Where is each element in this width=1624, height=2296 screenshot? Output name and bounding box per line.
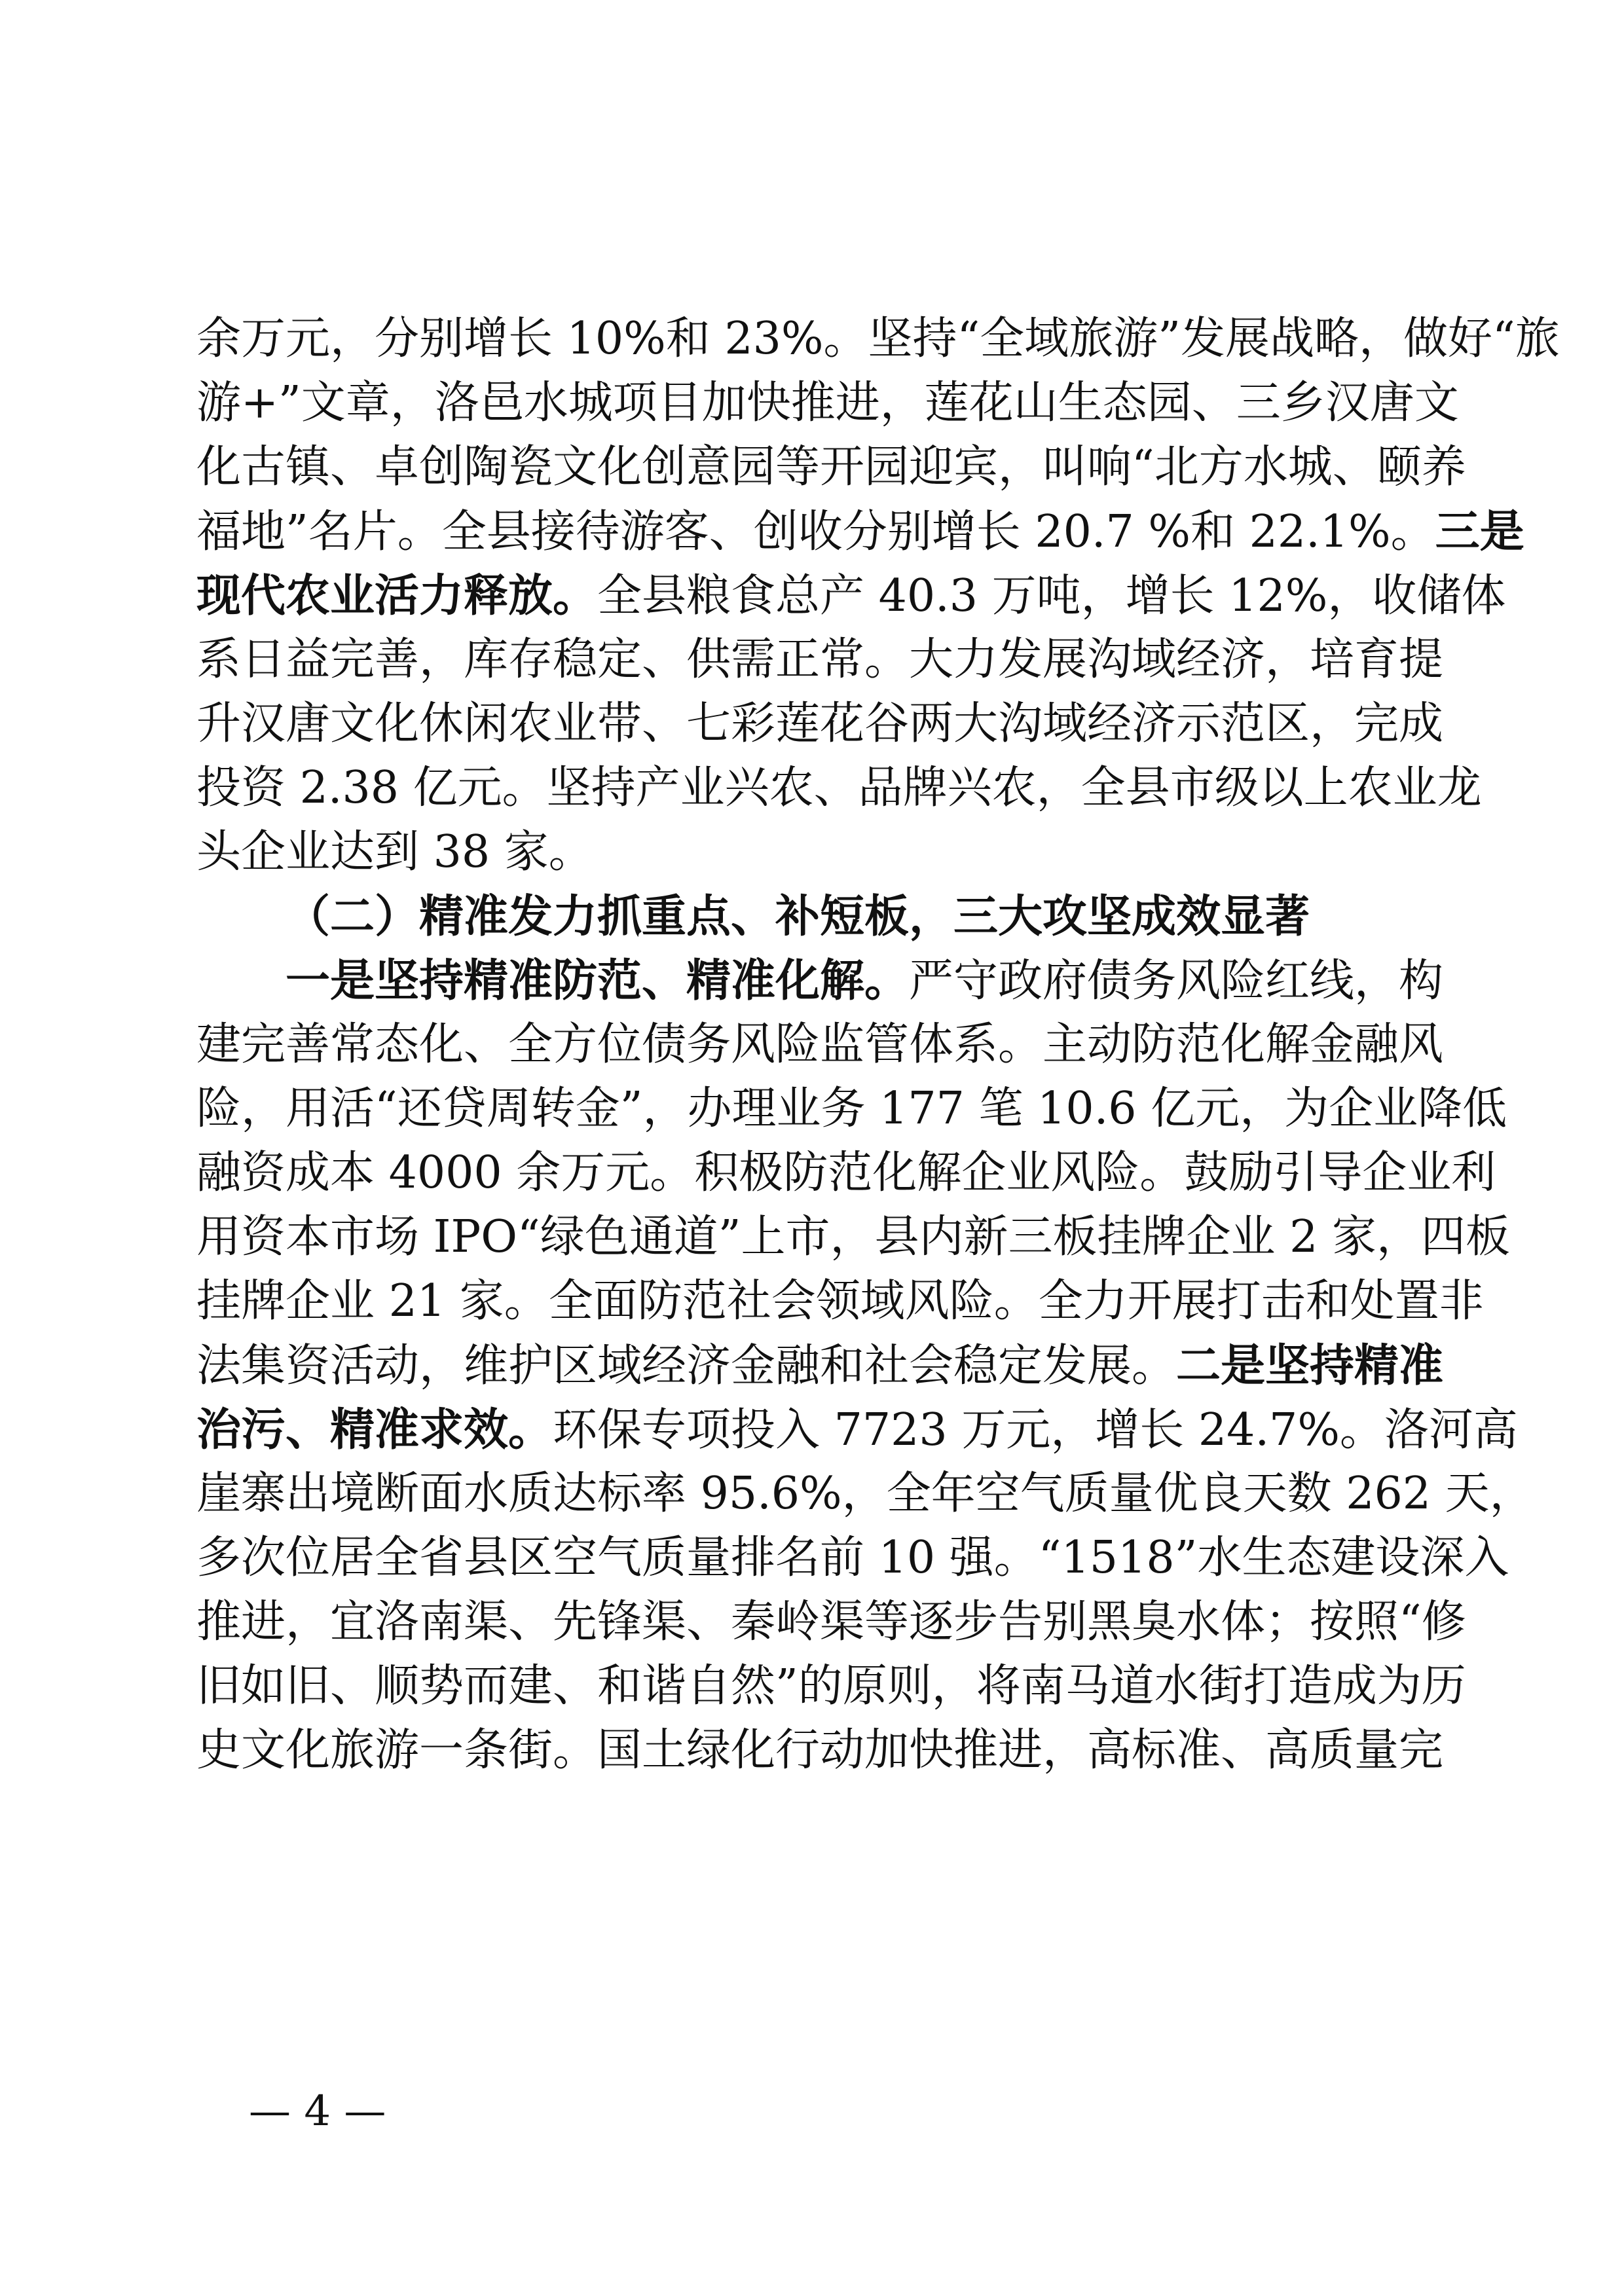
paragraph-line: 史文化旅游一条街。国土绿化行动加快推进，高标准、高质量完 (196, 1724, 1444, 1776)
paragraph-line: 系日益完善，库存稳定、供需正常。大力发展沟域经济，培育提 (196, 634, 1444, 685)
paragraph-line: 险，用活“还贷周转金”，办理业务 177 笔 10.6 亿元，为企业降低 (196, 1083, 1507, 1135)
bold-run: 治污、精准求效。 (196, 1404, 553, 1456)
paragraph-line: 推进，宜洛南渠、先锋渠、秦岭渠等逐步告别黑臭水体；按照“修 (196, 1596, 1466, 1648)
bold-run: 现代农业活力释放。 (196, 570, 598, 622)
paragraph-line: 崖寨出境断面水质达标率 95.6%，全年空气质量优良天数 262 天， (196, 1468, 1534, 1520)
paragraph-line: 用资本市场 IPO“绿色通道”上市，县内新三板挂牌企业 2 家，四板 (196, 1211, 1511, 1263)
bold-run: 二是坚持精准 (1176, 1339, 1444, 1392)
paragraph-line: 余万元，分别增长 10%和 23%。坚持“全域旅游”发展战略，做好“旅 (196, 313, 1560, 365)
paragraph-line: 头企业达到 38 家。 (196, 826, 593, 878)
paragraph-line: 一是坚持精准防范、精准化解。严守政府债务风险红线，构 (286, 955, 1444, 1007)
paragraph-line: 建完善常态化、全方位债务风险监管体系。主动防范化解金融风 (196, 1019, 1444, 1070)
page-number: — 4 — (249, 2087, 386, 2136)
paragraph-line: 投资 2.38 亿元。坚持产业兴农、品牌兴农，全县市级以上农业龙 (196, 762, 1482, 814)
paragraph-line: 多次位居全省县区空气质量排名前 10 强。“1518”水生态建设深入 (196, 1532, 1509, 1584)
section-heading: （二）精准发力抓重点、补短板，三大攻坚成效显著 (286, 890, 1310, 943)
paragraph-line: 现代农业活力释放。全县粮食总产 40.3 万吨，增长 12%，收储体 (196, 570, 1506, 622)
paragraph-line: 旧如旧、顺势而建、和谐自然”的原则，将南马道水街打造成为历 (196, 1660, 1466, 1712)
paragraph-line: 化古镇、卓创陶瓷文化创意园等开园迎宾，叫响“北方水城、颐养 (196, 441, 1466, 493)
paragraph-line: 福地”名片。全县接待游客、创收分别增长 20.7 %和 22.1%。三是 (196, 505, 1524, 558)
bold-run: 一是坚持精准防范、精准化解。 (286, 955, 910, 1007)
paragraph-line: 治污、精准求效。环保专项投入 7723 万元，增长 24.7%。洛河高 (196, 1404, 1518, 1456)
bold-run: 三是 (1435, 505, 1524, 558)
paragraph-line: 游+”文章，洛邑水城项目加快推进，莲花山生态园、三乡汉唐文 (196, 377, 1459, 429)
paragraph-line: 融资成本 4000 余万元。积极防范化解企业风险。鼓励引导企业利 (196, 1147, 1496, 1199)
paragraph-line: 法集资活动，维护区域经济金融和社会稳定发展。二是坚持精准 (196, 1339, 1444, 1392)
paragraph-line: 升汉唐文化休闲农业带、七彩莲花谷两大沟域经济示范区，完成 (196, 698, 1444, 750)
paragraph-line: 挂牌企业 21 家。全面防范社会领域风险。全力开展打击和处置非 (196, 1275, 1484, 1327)
